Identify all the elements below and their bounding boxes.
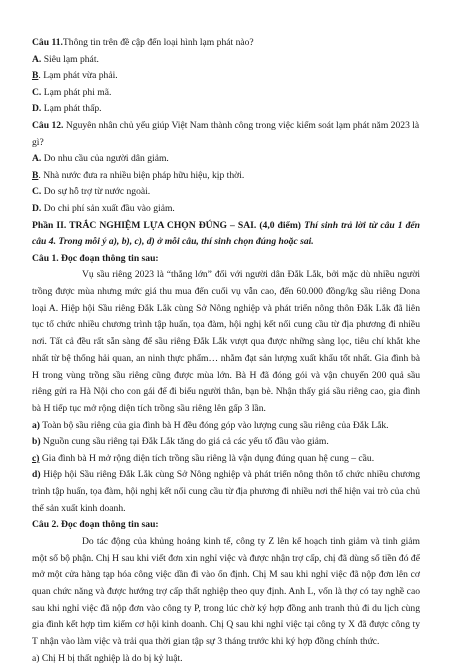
- item-letter: c): [32, 452, 40, 464]
- section-1-passage: Vụ sầu riêng 2023 là “thắng lớn” đối với người dân Đắk Lắk, bởi mặc dù nhiều người trồng được mùa nhưng mức giá thu mua đến cuối vụ vẫn cao, đến 60.000 đồng/kg sầu riêng Dona loại A. Hiệp hội Sầu riêng Đắk Lắk cùng Sở Nông nghiệp và phát triển nông thôn Đắk Lắk đã liên tục tổ chức nhiều chương trình tập huấn, tọa đàm, hội nghị kết nối cung cầu từ địa phương đi nhiều nơi. Tất cả đều rất sẵn sàng để sầu riêng Đắk Lắk vượt qua được những sàng lọc, tiêu chí khắt khe nhất từ bệ thống hải quan, an ninh thực phẩm… nhằm đạt sản lượng xuất khẩu tốt nhất. Gia đình bà H trong vùng trồng sầu riêng cũng được mùa lớn. Bà H đã đóng gói và vận chuyển 200 quả sầu riêng gửi ra Hà Nội cho con gái để đi biếu người thân, bạn bè. Nhận thấy giá sầu riêng cao, gia đình bà H tiếp tục mở rộng diện tích trồng sầu riêng lên gấp 3 lần.: [32, 269, 420, 414]
- question-11: [32, 35, 420, 52]
- option-text: Do chi phí sản xuất đầu vào giảm.: [41, 202, 175, 214]
- section-1-item-d: [32, 467, 420, 517]
- item-text: Hiệp hội Sầu riêng Đắk Lắk cùng Sở Nông nghiệp và phát triển nông thôn tổ chức nhiều chương trình tập huấn, tọa đàm, hội nghị kết nối cung cầu từ địa phương đi nhiều nơi thể hiện vai trò của chủ thể sản xuất kinh doanh.: [32, 469, 420, 514]
- question-11-option-b: [32, 68, 420, 85]
- section-2-passage: Do tác động của khủng hoảng kinh tế, công ty Z lên kế hoạch tinh giảm và tinh giảm một số bộ phận. Chị H sau khi viết đơn xin nghỉ việc và được nhận trợ cấp, chị đã dùng số tiền đó để mở một cửa hàng tạp hóa công việc dần đi vào ổn định. Chị M sau khi nghỉ việc đã nộp đơn lên cơ quan chức năng và được hướng trợ cấp thất nghiệp theo quy định. Anh L, vốn là thợ có tay nghề cao sau khi nghỉ việc đã nộp đơn vào công ty P, trong lúc chờ ký hợp đồng anh tranh thủ đi du lịch cùng gia đình kết hợp tìm kiếm cơ hội kinh doanh. Chị Q sau khi nghỉ việc tại công ty X đã được công ty T nhận vào làm việc và trải qua thời gian tập sự 3 tháng trước khi ký hợp đồng chính thức.: [32, 535, 420, 648]
- question-12-option-c: [32, 184, 420, 201]
- option-text: Lạm phát thấp.: [41, 103, 102, 115]
- option-text: . Lạm phát vừa phải.: [38, 70, 118, 82]
- item-text: Toàn bộ sầu riêng của gia đình bà H đều đóng góp vào lượng cung sầu riêng của Đắk Lắk.: [40, 419, 389, 431]
- option-letter: B: [32, 70, 39, 82]
- option-letter: C.: [32, 86, 42, 98]
- item-letter: a): [32, 419, 40, 431]
- option-letter: B: [32, 169, 39, 181]
- option-letter: C.: [32, 186, 42, 198]
- question-12-option-a: [32, 151, 420, 168]
- item-text: Gia đình bà H mở rộng diện tích trồng sầu riêng là vận dụng đúng quan hệ cung – cầu.: [39, 452, 375, 464]
- section-1-heading: Câu 1. Đọc đoạn thông tin sau:: [32, 252, 159, 264]
- option-letter: A.: [32, 153, 42, 165]
- section-2-item-a: [32, 651, 420, 667]
- question-11-option-d: [32, 101, 420, 118]
- option-text: . Nhà nước đưa ra nhiều biện pháp hữu hiệu, kịp thời.: [38, 169, 245, 181]
- item-text: Nguồn cung sầu riêng tại Đắk Lắk tăng do giá cả các yếu tố đầu vào giảm.: [40, 436, 329, 448]
- question-12-option-b: [32, 168, 420, 185]
- section-1-item-c: [32, 451, 420, 468]
- item-letter: d): [32, 469, 41, 481]
- option-letter: D.: [32, 103, 42, 115]
- option-text: Do nhu cầu của người dân giảm.: [41, 153, 169, 165]
- question-11-option-a: [32, 52, 420, 69]
- question-11-text: Thông tin trên đề cập đến loại hình lạm phát nào?: [62, 37, 254, 48]
- option-text: Do sự hỗ trợ từ nước ngoài.: [41, 186, 151, 198]
- part-2-instruction: Thí sinh trả lời từ câu 1 đến câu 4. Trong mỗi ý a), b), c), d) ở mỗi câu, thí sinh chọn đúng hoặc sai.: [32, 219, 420, 248]
- item-letter: b): [32, 436, 41, 448]
- option-text: Lạm phát phi mã.: [41, 86, 112, 98]
- section-1-item-a: [32, 418, 420, 435]
- question-12-option-d: [32, 201, 420, 218]
- question-11-label: Câu 11.: [32, 37, 63, 48]
- option-letter: D.: [32, 202, 42, 214]
- part-2-heading: Phần II. TRẮC NGHIỆM LỰA CHỌN ĐÚNG – SAI. (4,0 điểm): [32, 219, 302, 231]
- item-text: Chị H bị thất nghiệp là do bị kỷ luật.: [39, 652, 183, 664]
- question-12-label: Câu 12.: [32, 119, 64, 131]
- section-1-item-b: [32, 434, 420, 451]
- option-letter: A.: [32, 53, 42, 65]
- document-content: [32, 35, 420, 667]
- section-2-heading: Câu 2. Đọc đoạn thông tin sau:: [32, 519, 159, 531]
- item-letter: a): [32, 652, 40, 664]
- question-12-text: Nguyên nhân chủ yếu giúp Việt Nam thành công trong việc kiểm soát lạm phát năm 2023 là gì?: [32, 119, 420, 148]
- question-12: [32, 118, 420, 151]
- option-text: Siêu lạm phát.: [41, 53, 99, 65]
- question-11-option-c: [32, 85, 420, 102]
- part-2-header: [32, 218, 420, 251]
